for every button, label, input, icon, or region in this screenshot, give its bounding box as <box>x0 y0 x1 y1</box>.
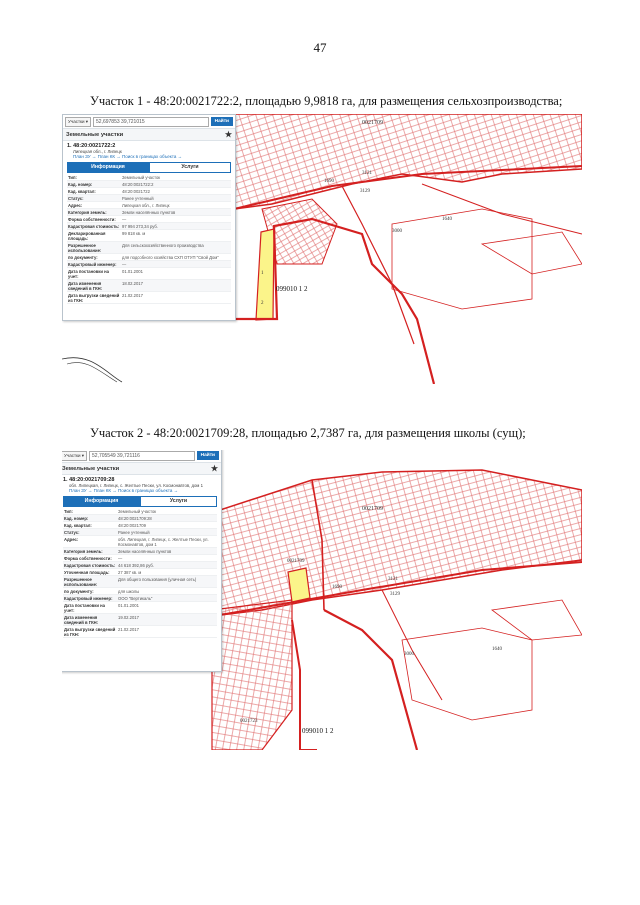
map-label-0021723: 0021723 <box>240 719 258 724</box>
info-key: Кадастровая стоимость: <box>68 223 120 229</box>
map-label-1: 1 <box>261 271 264 276</box>
info-value: 48:20:0021722:2 <box>122 181 154 187</box>
info-value: Для сельскохозяйственного производства <box>122 242 204 248</box>
info-tabs <box>67 162 231 173</box>
info-row <box>67 195 231 202</box>
info-value: 19.02.2017 <box>118 614 139 620</box>
record-links[interactable]: План ЗУ → План КК → Поиск в границах объекта → <box>73 154 183 159</box>
info-key: Разрешенное использование: <box>68 242 102 253</box>
info-key: Кад. квартал: <box>68 188 96 194</box>
info-value: — <box>122 261 127 267</box>
info-row <box>63 562 217 569</box>
tab-info[interactable]: Информация <box>67 162 149 173</box>
search-button[interactable]: Найти <box>197 451 219 460</box>
info-value: 99 818 кв. м <box>122 230 146 236</box>
info-row <box>67 181 231 188</box>
map-label-1690: 1690 <box>324 179 334 184</box>
record-id[interactable]: 48:20:0021709:28 <box>69 477 115 483</box>
tab-info[interactable]: Информация <box>63 496 140 507</box>
record-number: 1. <box>63 477 68 483</box>
info-key: Тип: <box>68 174 77 180</box>
cadastral-info-panel-1 <box>62 114 236 321</box>
object-type-select[interactable]: Участки ▾ <box>62 451 87 461</box>
info-key: Дата изменения сведений в ГКН: <box>68 280 103 291</box>
info-row <box>63 626 217 638</box>
info-row <box>67 292 231 304</box>
info-row <box>63 529 217 536</box>
map-label-quarter-a: 0021709 <box>287 559 305 564</box>
search-bar <box>62 450 221 463</box>
info-row <box>63 595 217 602</box>
info-row <box>63 588 217 595</box>
map-label-1690: 1690 <box>332 585 342 590</box>
info-key: Уточненная площадь: <box>64 569 110 575</box>
info-key: Категория земель: <box>64 548 103 554</box>
info-key: Тип: <box>64 508 73 514</box>
info-row <box>63 508 217 515</box>
info-key: Категория земель: <box>68 209 107 215</box>
info-row <box>63 536 217 548</box>
info-key: Дата постановки на учет: <box>64 602 105 613</box>
info-key: Декларированная площадь: <box>68 230 106 241</box>
search-button[interactable]: Найти <box>211 117 233 126</box>
map-label-2: 2 <box>261 301 264 306</box>
page-number: 47 <box>313 40 327 55</box>
info-value: 97 994 273,34 руб. <box>122 223 158 229</box>
info-key: Дата постановки на учет: <box>68 268 109 279</box>
info-row <box>67 261 231 268</box>
info-value: 44 618 392,86 руб. <box>118 562 154 568</box>
record-number: 1. <box>67 143 72 149</box>
info-value: Липецкая обл., г. Липецк <box>122 202 170 208</box>
panel-header <box>62 463 221 475</box>
info-row <box>67 188 231 195</box>
info-value: 18.02.2017 <box>122 280 143 286</box>
info-tabs <box>63 496 217 507</box>
map-figure-1 <box>62 114 582 384</box>
info-key: Дата выгрузки сведений из ГКН: <box>68 292 120 303</box>
search-bar <box>63 115 235 129</box>
tab-services[interactable]: Услуги <box>149 162 231 173</box>
info-row <box>67 216 231 223</box>
panel-title: Земельные участки <box>66 131 124 138</box>
info-key: Статус: <box>64 529 80 535</box>
info-value: для школы <box>118 588 140 594</box>
info-row <box>67 174 231 181</box>
info-value: 01.01.2001 <box>122 268 143 274</box>
info-key: Форма собственности: <box>64 555 112 561</box>
map-label-3121: 3121 <box>362 171 372 176</box>
info-value: Земли населённых пунктов <box>118 548 172 554</box>
info-rows-1 <box>67 174 231 304</box>
info-value: — <box>122 216 127 222</box>
map-label-3000: 3000 <box>404 652 414 657</box>
map-label-1640: 1640 <box>442 217 452 222</box>
info-value: Земли населённых пунктов <box>122 209 176 215</box>
object-type-select[interactable]: Участки ▾ <box>65 117 91 127</box>
info-row <box>63 515 217 522</box>
map-label-zone: 099010 1 2 <box>302 727 334 735</box>
record-entry <box>62 475 221 495</box>
record-id[interactable]: 48:20:0021722:2 <box>73 143 116 149</box>
record-address: Липецкая обл., г. Липецк <box>73 149 122 154</box>
info-value: для подсобного хозяйства СХП ОТУП "Свой Дом" <box>122 254 219 260</box>
info-row <box>63 548 217 555</box>
info-key: по документу: <box>68 254 98 260</box>
info-row <box>63 614 217 626</box>
info-key: Адрес: <box>68 202 83 208</box>
info-row <box>67 223 231 230</box>
map-label-quarter: 0021709 <box>362 120 383 126</box>
caption-plot-1: Участок 1 - 48:20:0021722:2, площадью 9,9818 га, для размещения сельхозпроизводства; <box>90 93 563 108</box>
info-key: Кадастровый инженер: <box>64 595 113 601</box>
info-value: Земельный участок <box>118 508 157 514</box>
info-row <box>67 202 231 209</box>
map-figure-2 <box>62 450 582 750</box>
info-key: Разрешенное использование: <box>64 576 98 587</box>
panel-header <box>63 129 235 141</box>
map-label-3129: 3129 <box>390 592 400 597</box>
coordinates-input[interactable]: 52,697853 39,721015 <box>93 117 209 127</box>
info-key: по документу: <box>64 588 94 594</box>
info-value: обл. Липецкая, г. Липецк, с. Желтые Пески, ул. Космонавтов, дом 1 <box>118 536 209 547</box>
info-row <box>67 254 231 261</box>
info-value: Для общего пользования (уличная сеть) <box>118 576 197 582</box>
star-icon[interactable]: ★ <box>224 130 232 139</box>
info-row <box>67 268 231 280</box>
cadastral-info-panel-2 <box>62 450 222 672</box>
panel-title: Земельные участки <box>62 465 120 472</box>
info-key: Дата выгрузки сведений из ГКН: <box>64 626 116 637</box>
info-key: Статус: <box>68 195 84 201</box>
star-icon[interactable]: ★ <box>210 464 218 473</box>
info-value: 01.01.2001 <box>118 602 139 608</box>
info-key: Кадастровый инженер: <box>68 261 117 267</box>
info-row <box>67 242 231 254</box>
info-value: ООО "Вертикаль" <box>118 595 153 601</box>
info-value: 21.02.2017 <box>118 626 139 632</box>
info-row <box>67 280 231 292</box>
record-entry <box>63 141 235 161</box>
map-label-3121: 3121 <box>388 577 398 582</box>
info-value: 48:20:0021722 <box>122 188 150 194</box>
info-key: Адрес: <box>64 536 79 542</box>
map-label-quarter: 0021709 <box>362 506 383 512</box>
info-row <box>63 522 217 529</box>
info-key: Кадастровая стоимость: <box>64 562 116 568</box>
map-label-3000: 3000 <box>392 229 402 234</box>
info-value: Ранее учтенный <box>122 195 154 201</box>
record-address: обл. Липецкая, г. Липецк, с. Желтые Пески, ул. Космонавтов, дом 1 <box>69 483 203 488</box>
info-row <box>63 576 217 588</box>
info-row <box>63 555 217 562</box>
info-key: Кад. номер: <box>64 515 89 521</box>
coordinates-input[interactable]: 52,705549 39,721116 <box>89 451 195 461</box>
info-value: 27 387 кв. м <box>118 569 142 575</box>
caption-plot-2: Участок 2 - 48:20:0021709:28, площадью 2,7387 га, для размещения школы (сущ); <box>90 425 526 440</box>
info-row <box>67 209 231 216</box>
info-value: Ранее учтенный <box>118 529 150 535</box>
info-key: Кад. квартал: <box>64 522 92 528</box>
map-label-1640: 1640 <box>492 647 502 652</box>
info-row <box>67 230 231 242</box>
tab-services[interactable]: Услуги <box>140 496 217 507</box>
map-label-3129: 3129 <box>360 189 370 194</box>
info-key: Дата изменения сведений в ГКН: <box>64 614 99 625</box>
info-value: 21.02.2017 <box>122 292 143 298</box>
info-value: Земельный участок <box>122 174 161 180</box>
info-value: 48:20:0021709 <box>118 522 146 528</box>
info-key: Форма собственности: <box>68 216 116 222</box>
info-row <box>63 602 217 614</box>
record-links[interactable]: План ЗУ → План КК → Поиск в границах объекта → <box>69 488 179 493</box>
map-label-zone: 099010 1 2 <box>276 285 308 293</box>
info-row <box>63 569 217 576</box>
info-value: 48:20:0021709:28 <box>118 515 152 521</box>
info-key: Кад. номер: <box>68 181 93 187</box>
info-value: — <box>118 555 123 561</box>
info-rows-2 <box>63 508 217 638</box>
